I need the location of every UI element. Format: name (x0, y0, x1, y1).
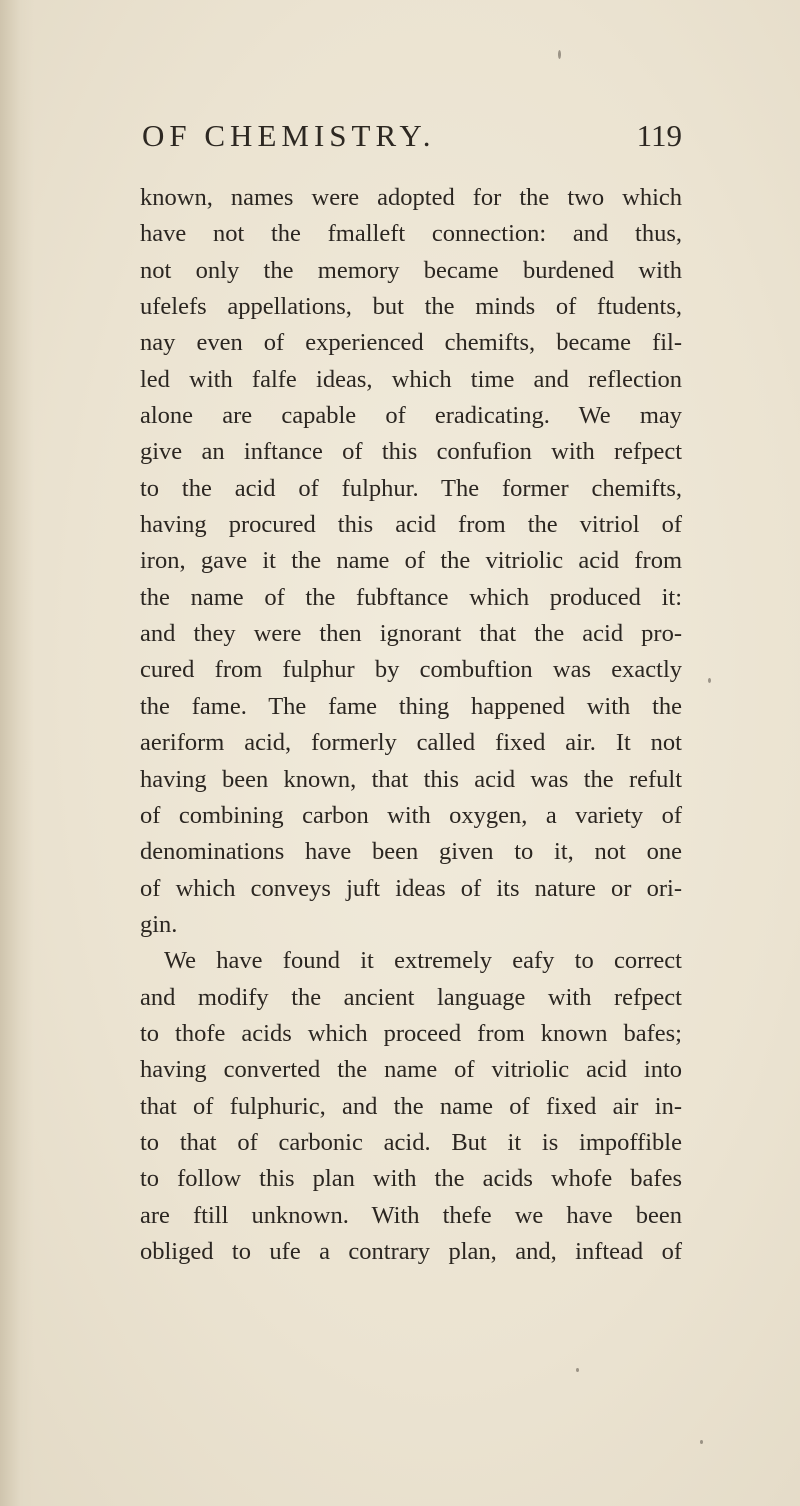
text-line: of which conveys juft ideas of its nature or ori- (140, 874, 682, 902)
text-line: led with falfe ideas, which time and reflection (140, 365, 682, 393)
text-line: aeriform acid, formerly called fixed air. It not (140, 729, 682, 757)
text-line: nay even of experienced chemifts, became fil- (140, 329, 682, 357)
paragraph-start-line: We have found it extremely eafy to correct (164, 947, 682, 975)
text-line: to follow this plan with the acids whofe bafes (140, 1165, 682, 1193)
text-line: are ftill unknown. With thefe we have been (140, 1201, 682, 1229)
running-head (142, 118, 682, 162)
text-line: alone are capable of eradicating. We may (140, 402, 682, 430)
paper-speck (700, 1440, 703, 1444)
paper-speck (576, 1368, 579, 1372)
text-line: denominations have been given to it, not one (140, 838, 682, 866)
text-line: ufelefs appellations, but the minds of ftudents, (140, 293, 682, 321)
running-head-title: OF CHEMISTRY. (142, 118, 436, 153)
text-line: not only the memory became burdened with (140, 256, 682, 284)
text-line: that of fulphuric, and the name of fixed air in- (140, 1092, 682, 1120)
text-line: gin. (140, 910, 178, 938)
text-line: cured from fulphur by combuftion was exactly (140, 656, 682, 684)
text-line: having converted the name of vitriolic acid into (140, 1056, 682, 1084)
text-line: and modify the ancient language with refpect (140, 983, 682, 1011)
text-line: to that of carbonic acid. But it is impoffible (140, 1128, 682, 1156)
text-line: the name of the fubftance which produced it: (140, 583, 682, 611)
body-text (140, 180, 682, 1270)
text-line: to the acid of fulphur. The former chemifts, (140, 474, 682, 502)
text-line: to thofe acids which proceed from known bafes; (140, 1019, 682, 1047)
binding-gutter (0, 0, 34, 1506)
text-line: having procured this acid from the vitriol of (140, 511, 682, 539)
text-line: have not the fmalleft connection: and thus, (140, 220, 682, 248)
text-line: obliged to ufe a contrary plan, and, inftead of (140, 1237, 682, 1265)
text-line: of combining carbon with oxygen, a variety of (140, 801, 682, 829)
text-line: give an inftance of this confufion with refpect (140, 438, 682, 466)
text-line: having been known, that this acid was the refult (140, 765, 682, 793)
text-line: the fame. The fame thing happened with the (140, 692, 682, 720)
text-line: known, names were adopted for the two which (140, 184, 682, 211)
paper-speck (558, 50, 561, 59)
text-line: and they were then ignorant that the acid pro- (140, 620, 682, 648)
text-line: iron, gave it the name of the vitriolic acid from (140, 547, 682, 575)
paper-speck (708, 678, 711, 683)
page-number: 119 (636, 118, 682, 153)
